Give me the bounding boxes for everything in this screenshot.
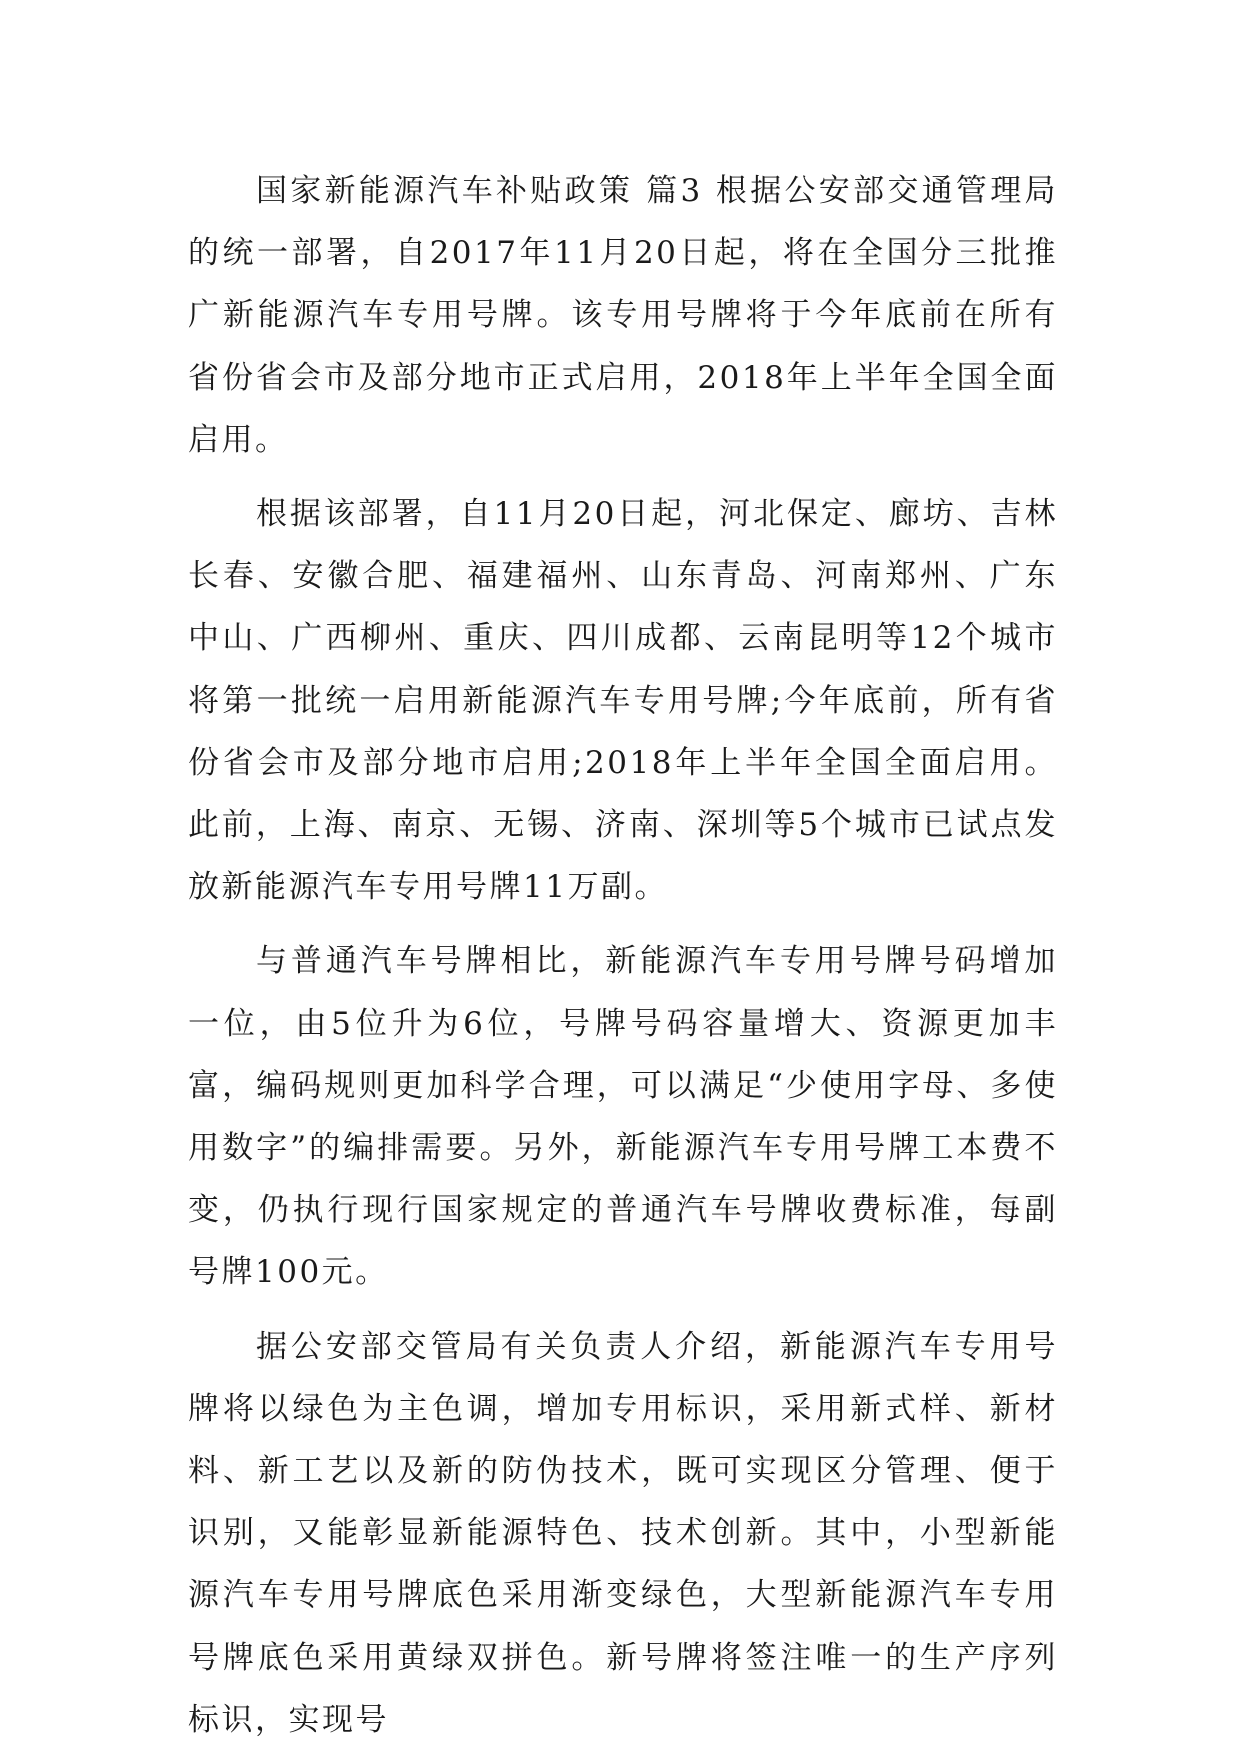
paragraph-1: 国家新能源汽车补贴政策 篇3 根据公安部交通管理局的统一部署，自2017年11月20日起，将在全国分三批推广新能源汽车专用号牌。该专用号牌将于今年底前在所有省份省会市及部分地市正式启用，2018年上半年全国全面启用。 <box>188 173 1058 458</box>
paragraph-2: 根据该部署，自11月20日起，河北保定、廊坊、吉林长春、安徽合肥、福建福州、山东青岛、河南郑州、广东中山、广西柳州、重庆、四川成都、云南昆明等12个城市将第一批统一启用新能源汽车专用号牌;今年底前，所有省份省会市及部分地市启用;2018年上半年全国全面启用。此前，上海、南京、无锡、济南、深圳等5个城市已试点发放新能源汽车专用号牌11万副。 <box>188 496 1058 906</box>
paragraph-4: 据公安部交管局有关负责人介绍，新能源汽车专用号牌将以绿色为主色调，增加专用标识，采用新式样、新材料、新工艺以及新的防伪技术，既可实现区分管理、便于识别，又能彰显新能源特色、技术创新。其中，小型新能源汽车专用号牌底色采用渐变绿色，大型新能源汽车专用号牌底色采用黄绿双拼色。新号牌将签注唯一的生产序列标识，实现号 <box>188 1328 1058 1738</box>
paragraph-3: 与普通汽车号牌相比，新能源汽车专用号牌号码增加一位，由5位升为6位，号牌号码容量增大、资源更加丰富，编码规则更加科学合理，可以满足“少使用字母、多使用数字”的编排需要。另外，新能源汽车专用号牌工本费不变，仍执行现行国家规定的普通汽车号牌收费标准，每副号牌100元。 <box>188 943 1058 1291</box>
document-body <box>188 160 1058 1751</box>
